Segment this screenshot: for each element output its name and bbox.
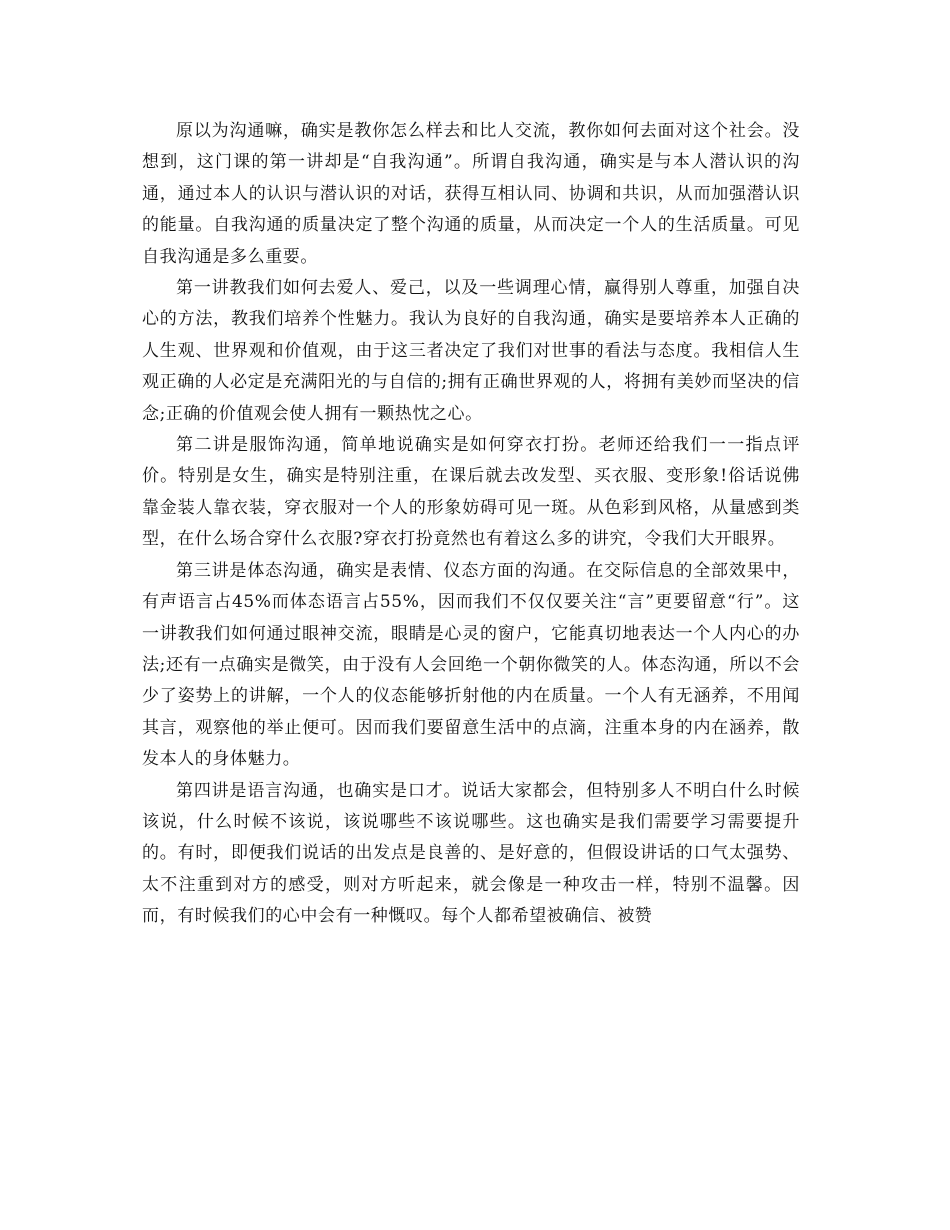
paragraph-lecture-one: 第一讲教我们如何去爱人、爱己，以及一些调理心情，赢得别人尊重，加强自决心的方法，教我们培养个性魅力。我认为良好的自我沟通，确实是要培养本人正确的人生观、世界观和价值观，由于这三者决定了我们对世事的看法与态度。我相信人生观正确的人必定是充满阳光的与自信的;拥有正确世界观的人，将拥有美妙而坚决的信念;正确的价值观会使人拥有一颗热忱之心。 [142,278,800,424]
document-body [142,116,800,933]
paragraph-lecture-two: 第二讲是服饰沟通，简单地说确实是如何穿衣打扮。老师还给我们一一指点评价。特别是女生，确实是特别注重，在课后就去改发型、买衣服、变形象!俗话说佛靠金装人靠衣装，穿衣服对一个人的形象妨碍可见一斑。从色彩到风格，从量感到类型，在什么场合穿什么衣服?穿衣打扮竟然也有着这么多的讲究，令我们大开眼界。 [142,435,800,550]
paragraph-intro: 原以为沟通嘛，确实是教你怎么样去和比人交流，教你如何去面对这个社会。没想到，这门课的第一讲却是“自我沟通”。所谓自我沟通，确实是与本人潜认识的沟通，通过本人的认识与潜认识的对话，获得互相认同、协调和共识，从而加强潜认识的能量。自我沟通的质量决定了整个沟通的质量，从而决定一个人的生活质量。可见自我沟通是多么重要。 [142,121,800,267]
paragraph-lecture-three: 第三讲是体态沟通，确实是表情、仪态方面的沟通。在交际信息的全部效果中，有声语言占45%而体态语言占55%，因而我们不仅仅要关注“言”更要留意“行”。这一讲教我们如何通过眼神交流，眼睛是心灵的窗户，它能真切地表达一个人内心的办法;还有一点确实是微笑，由于没有人会回绝一个朝你微笑的人。体态沟通，所以不会少了姿势上的讲解，一个人的仪态能够折射他的内在质量。一个人有无涵养，不用闻其言，观察他的举止便可。因而我们要留意生活中的点滴，注重本身的内在涵养，散发本人的身体魅力。 [142,560,800,770]
paragraph-lecture-four: 第四讲是语言沟通，也确实是口才。说话大家都会，但特别多人不明白什么时候该说，什么时候不该说，该说哪些不该说哪些。这也确实是我们需要学习需要提升的。有时，即便我们说话的出发点是良善的、是好意的，但假设讲话的口气太强势、太不注重到对方的感受，则对方听起来，就会像是一种攻击一样，特别不温馨。因而，有时候我们的心中会有一种慨叹。每个人都希望被确信、被赞 [142,780,800,927]
